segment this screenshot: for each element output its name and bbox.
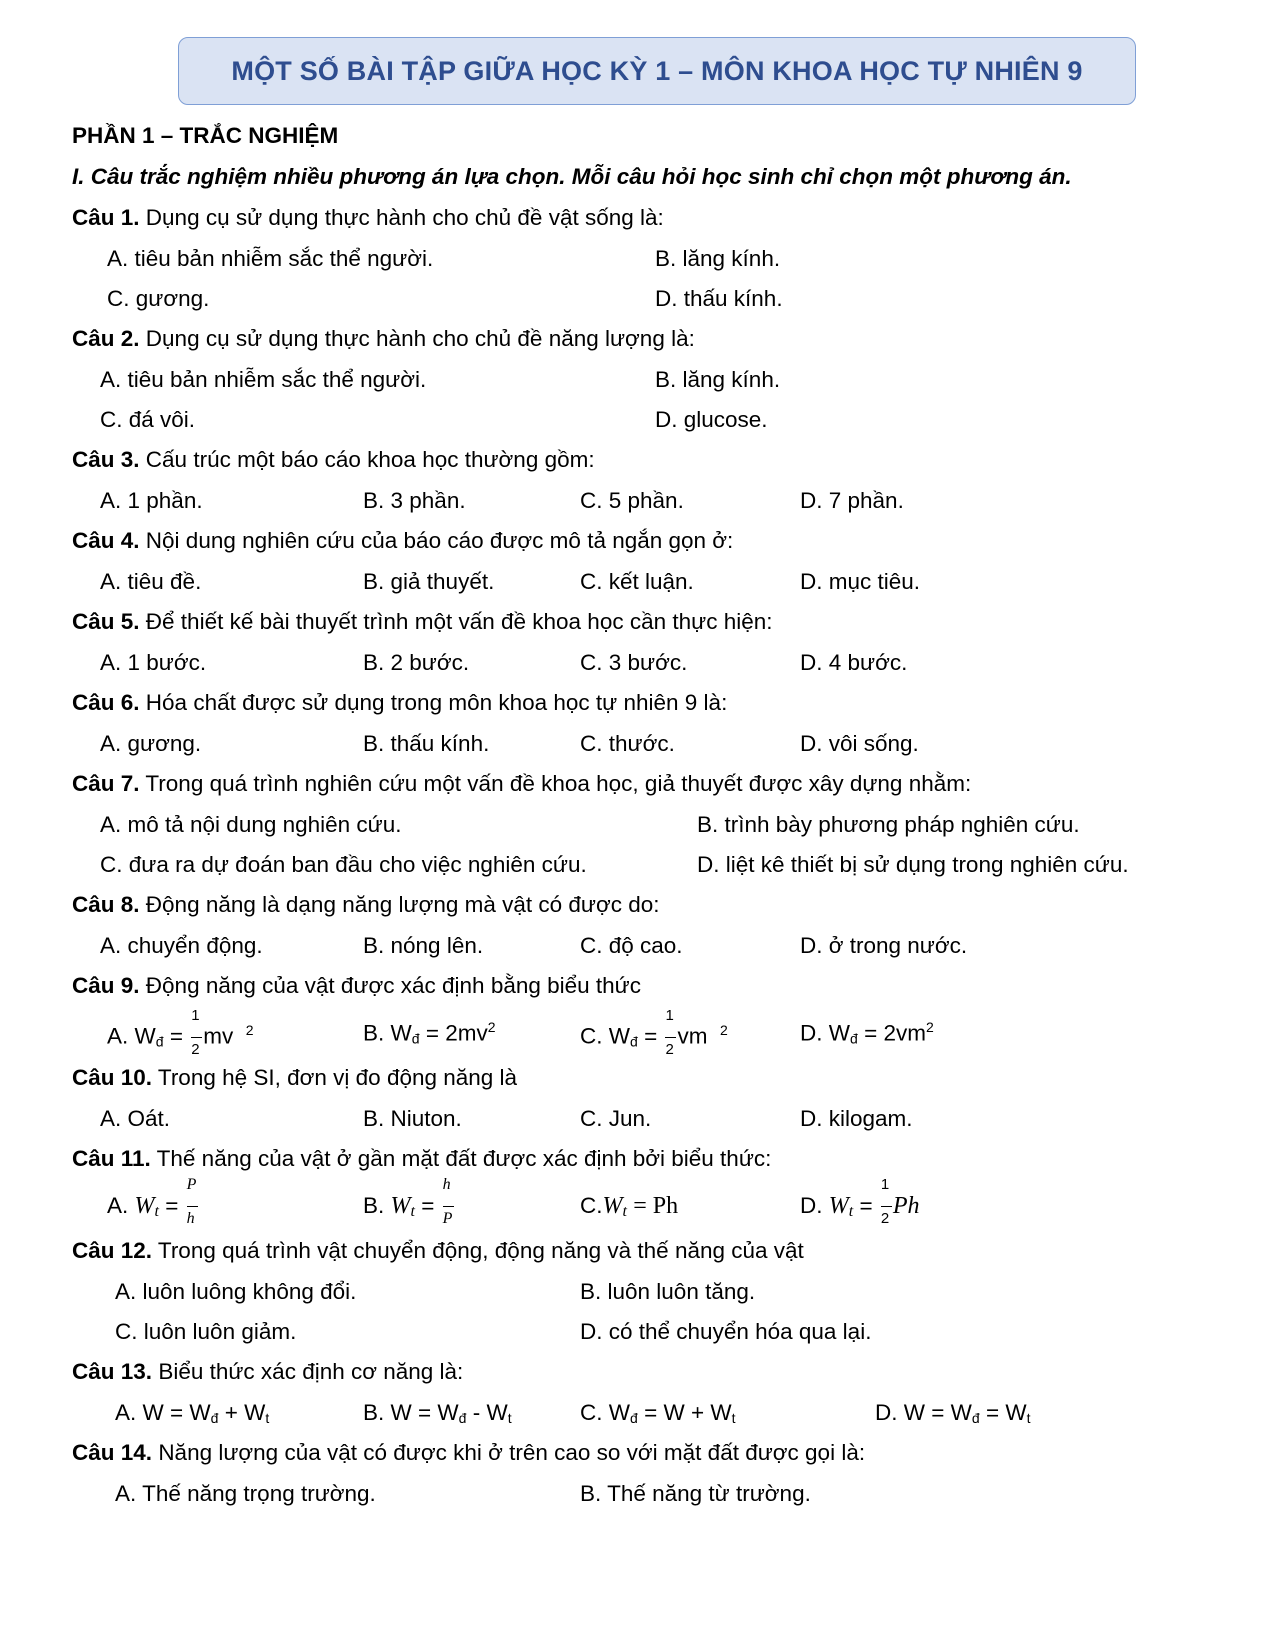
- option-11a: A. $W_t$ = $\frac{P}{h}$: [107, 1194, 199, 1220]
- question-text: Thế năng của vật ở gần mặt đất được xác định bởi biểu thức:: [156, 1146, 772, 1171]
- question-3: [72, 449, 595, 472]
- option-7d: D. liệt kê thiết bị sử dụng trong nghiên cứu.: [697, 852, 1129, 877]
- option-7a: A. mô tả nội dung nghiên cứu.: [100, 812, 402, 837]
- option-6c: C. thước.: [580, 731, 675, 756]
- question-label: Câu 12.: [72, 1238, 153, 1263]
- question-label: Câu 8.: [72, 892, 140, 917]
- option-9c: C. $W_đ$ = $\frac{1}{2}$ vm $^2$: [580, 1006, 728, 1058]
- option-4b: B. giả thuyết.: [363, 569, 495, 594]
- option-7b: B. trình bày phương pháp nghiên cứu.: [697, 812, 1080, 837]
- option-10b: B. Niuton.: [363, 1106, 462, 1131]
- option-5a: A. 1 bước.: [100, 650, 207, 675]
- option-8b: B. nóng lên.: [363, 933, 484, 958]
- question-6: [72, 692, 727, 715]
- question-text: Động năng của vật được xác định bằng biểu thức: [145, 973, 641, 998]
- question-12: [72, 1240, 804, 1263]
- question-text: Trong quá trình nghiên cứu một vấn đề khoa học, giả thuyết được xây dựng nhằm:: [145, 771, 972, 796]
- option-14b: B. Thế năng từ trường.: [580, 1481, 811, 1506]
- document-title: MỘT SỐ BÀI TẬP GIỮA HỌC KỲ 1 – MÔN KHOA HỌC TỰ NHIÊN 9: [231, 55, 1083, 86]
- option-12d: D. có thể chuyển hóa qua lại.: [580, 1319, 872, 1344]
- option-2c: C. đá vôi.: [100, 407, 196, 432]
- option-10d: D. kilogam.: [800, 1106, 913, 1131]
- question-9: [72, 975, 641, 998]
- question-label: Câu 9.: [72, 973, 140, 998]
- option-5c: C. 3 bước.: [580, 650, 688, 675]
- fraction: $\frac{1}{2}$: [663, 1028, 677, 1048]
- option-2a: A. tiêu bản nhiễm sắc thể người.: [100, 367, 427, 392]
- question-8: [72, 894, 660, 917]
- section-heading: PHẦN 1 – TRẮC NGHIỆM: [72, 123, 339, 148]
- option-11b: B. $W_t$ = $\frac{h}{P}$: [363, 1194, 455, 1220]
- question-text: Trong quá trình vật chuyển động, động năng và thế năng của vật: [157, 1238, 804, 1263]
- option-1c: C. gương.: [107, 286, 210, 311]
- option-4d: D. mục tiêu.: [800, 569, 921, 594]
- question-label: Câu 1.: [72, 205, 140, 230]
- option-11d: D. $W_t$ = $\frac{1}{2}$ Ph: [800, 1176, 920, 1228]
- option-12b: B. luôn luôn tăng.: [580, 1279, 756, 1304]
- question-label: Câu 6.: [72, 690, 140, 715]
- question-text: Biểu thức xác định cơ năng là:: [158, 1359, 464, 1384]
- question-14: [72, 1442, 865, 1465]
- option-3c: C. 5 phần.: [580, 488, 684, 513]
- option-8d: D. ở trong nước.: [800, 933, 968, 958]
- question-text: Động năng là dạng năng lượng mà vật có được do:: [145, 892, 660, 917]
- option-14a: A. Thế năng trọng trường.: [115, 1481, 376, 1506]
- title-box: [178, 37, 1136, 105]
- question-7: [72, 773, 971, 796]
- question-label: Câu 11.: [72, 1146, 151, 1171]
- option-5b: B. 2 bước.: [363, 650, 470, 675]
- option-4a: A. tiêu đề.: [100, 569, 202, 594]
- option-1b: B. lăng kính.: [655, 246, 781, 271]
- question-1: [72, 207, 664, 230]
- option-3d: D. 7 phần.: [800, 488, 904, 513]
- question-text: Nội dung nghiên cứu của báo cáo được mô tả ngắn gọn ở:: [145, 528, 734, 553]
- question-13: [72, 1361, 463, 1384]
- option-1a: A. tiêu bản nhiễm sắc thể người.: [107, 246, 434, 271]
- question-5: [72, 611, 772, 634]
- question-text: Năng lượng của vật có được khi ở trên cao so với mặt đất được gọi là:: [158, 1440, 866, 1465]
- option-2b: B. lăng kính.: [655, 367, 781, 392]
- question-label: Câu 10.: [72, 1065, 153, 1090]
- option-3a: A. 1 phần.: [100, 488, 203, 513]
- option-5d: D. 4 bước.: [800, 650, 908, 675]
- question-label: Câu 3.: [72, 447, 140, 472]
- question-4: [72, 530, 733, 553]
- option-12c: C. luôn luôn giảm.: [115, 1319, 297, 1344]
- question-label: Câu 14.: [72, 1440, 153, 1465]
- option-4c: C. kết luận.: [580, 569, 694, 594]
- question-text: Hóa chất được sử dụng trong môn khoa học tự nhiên 9 là:: [145, 690, 728, 715]
- instruction: I. Câu trắc nghiệm nhiều phương án lựa chọn. Mỗi câu hỏi học sinh chỉ chọn một phương án.: [72, 164, 1072, 189]
- question-label: Câu 13.: [72, 1359, 153, 1384]
- option-10c: C. Jun.: [580, 1106, 652, 1131]
- option-10a: A. Oát.: [100, 1106, 171, 1131]
- question-label: Câu 5.: [72, 609, 140, 634]
- question-text: Dụng cụ sử dụng thực hành cho chủ đề năng lượng là:: [145, 326, 695, 351]
- option-8c: C. độ cao.: [580, 933, 683, 958]
- option-3b: B. 3 phần.: [363, 488, 466, 513]
- fraction: $\frac{P}{h}$: [186, 1176, 197, 1228]
- option-1d: D. thấu kính.: [655, 286, 783, 311]
- option-9a: A. $W_đ$ = $\frac{1}{2}$ mv $^2$: [107, 1006, 254, 1058]
- option-8a: A. chuyển động.: [100, 933, 263, 958]
- option-6b: B. thấu kính.: [363, 731, 490, 756]
- question-label: Câu 2.: [72, 326, 140, 351]
- question-2: [72, 328, 695, 351]
- option-2d: D. glucose.: [655, 407, 768, 432]
- fraction: $\frac{h}{P}$: [442, 1176, 453, 1228]
- question-text: Trong hệ SI, đơn vị đo động năng là: [157, 1065, 518, 1090]
- question-text: Cấu trúc một báo cáo khoa học thường gồm:: [145, 447, 595, 472]
- option-11c: $C.W_t = Ph$: [580, 1193, 679, 1220]
- option-13a: A. $W = W_đ + W_t$: [115, 1400, 270, 1426]
- option-13b: B. $W = W_đ - W_t$: [363, 1400, 512, 1426]
- question-10: [72, 1067, 517, 1090]
- option-9d: D. $W_đ = 2vm^2$: [800, 1019, 934, 1047]
- option-7c: C. đưa ra dự đoán ban đầu cho việc nghiên cứu.: [100, 852, 587, 877]
- option-13d: D. $W = W_đ = W_t$: [875, 1400, 1031, 1426]
- fraction: $\frac{1}{2}$: [189, 1028, 203, 1048]
- fraction: $\frac{1}{2}$: [879, 1197, 893, 1217]
- option-6a: A. gương.: [100, 731, 202, 756]
- question-label: Câu 4.: [72, 528, 140, 553]
- question-11: [72, 1148, 771, 1171]
- option-13c: C. $W_đ = W + W_t$: [580, 1400, 736, 1426]
- question-text: Dụng cụ sử dụng thực hành cho chủ đề vật sống là:: [145, 205, 664, 230]
- question-text: Để thiết kế bài thuyết trình một vấn đề khoa học cần thực hiện:: [145, 609, 773, 634]
- option-12a: A. luôn luông không đổi.: [115, 1279, 357, 1304]
- question-label: Câu 7.: [72, 771, 140, 796]
- option-6d: D. vôi sống.: [800, 731, 919, 756]
- option-9b: B. $W_đ = 2mv^2$: [363, 1019, 496, 1047]
